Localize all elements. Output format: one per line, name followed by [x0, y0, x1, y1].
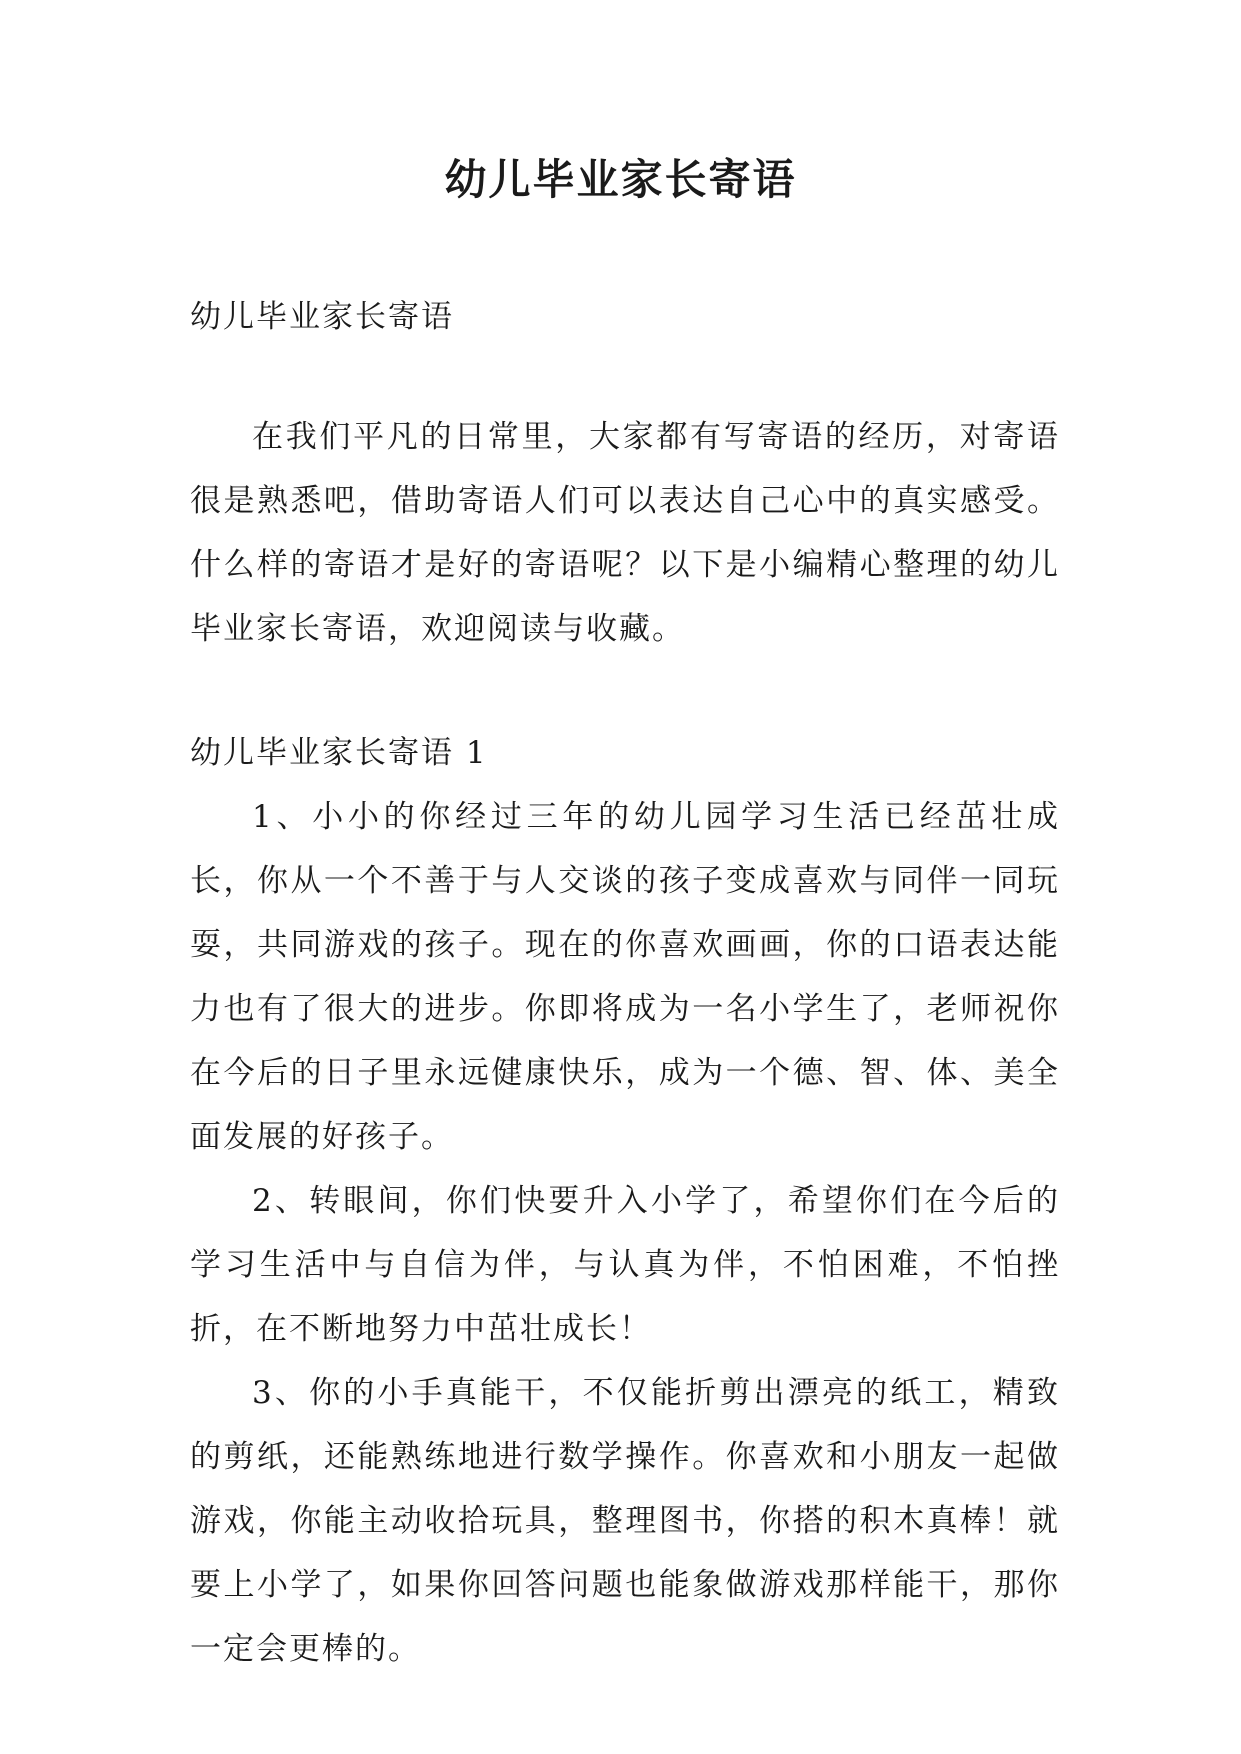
- section-heading: 幼儿毕业家长寄语 1: [190, 735, 488, 771]
- list-item: 2、转眼间，你们快要升入小学了，希望你们在今后的学习生活中与自信为伴，与认真为伴，不怕困难，不怕挫折，在不断地努力中茁壮成长！: [190, 1183, 1060, 1347]
- document-subtitle: 幼儿毕业家长寄语: [190, 299, 454, 335]
- list-item: 3、你的小手真能干，不仅能折剪出漂亮的纸工，精致的剪纸，还能熟练地进行数学操作。你喜欢和小朋友一起做游戏，你能主动收拾玩具，整理图书，你搭的积木真棒！就要上小学了，如果你回答问题也能象做游戏那样能干，那你一定会更棒的。: [190, 1375, 1060, 1667]
- list-item: 1、小小的你经过三年的幼儿园学习生活已经茁壮成长，你从一个不善于与人交谈的孩子变成喜欢与同伴一同玩耍，共同游戏的孩子。现在的你喜欢画画，你的口语表达能力也有了很大的进步。你即将成为一名小学生了，老师祝你在今后的日子里永远健康快乐，成为一个德、智、体、美全面发展的好孩子。: [190, 799, 1060, 1155]
- document-body: [190, 285, 1060, 1681]
- page-title: 幼儿毕业家长寄语: [444, 155, 797, 204]
- intro-paragraph: 在我们平凡的日常里，大家都有写寄语的经历，对寄语很是熟悉吧，借助寄语人们可以表达自己心中的真实感受。什么样的寄语才是好的寄语呢？以下是小编精心整理的幼儿毕业家长寄语，欢迎阅读与收藏。: [190, 419, 1060, 647]
